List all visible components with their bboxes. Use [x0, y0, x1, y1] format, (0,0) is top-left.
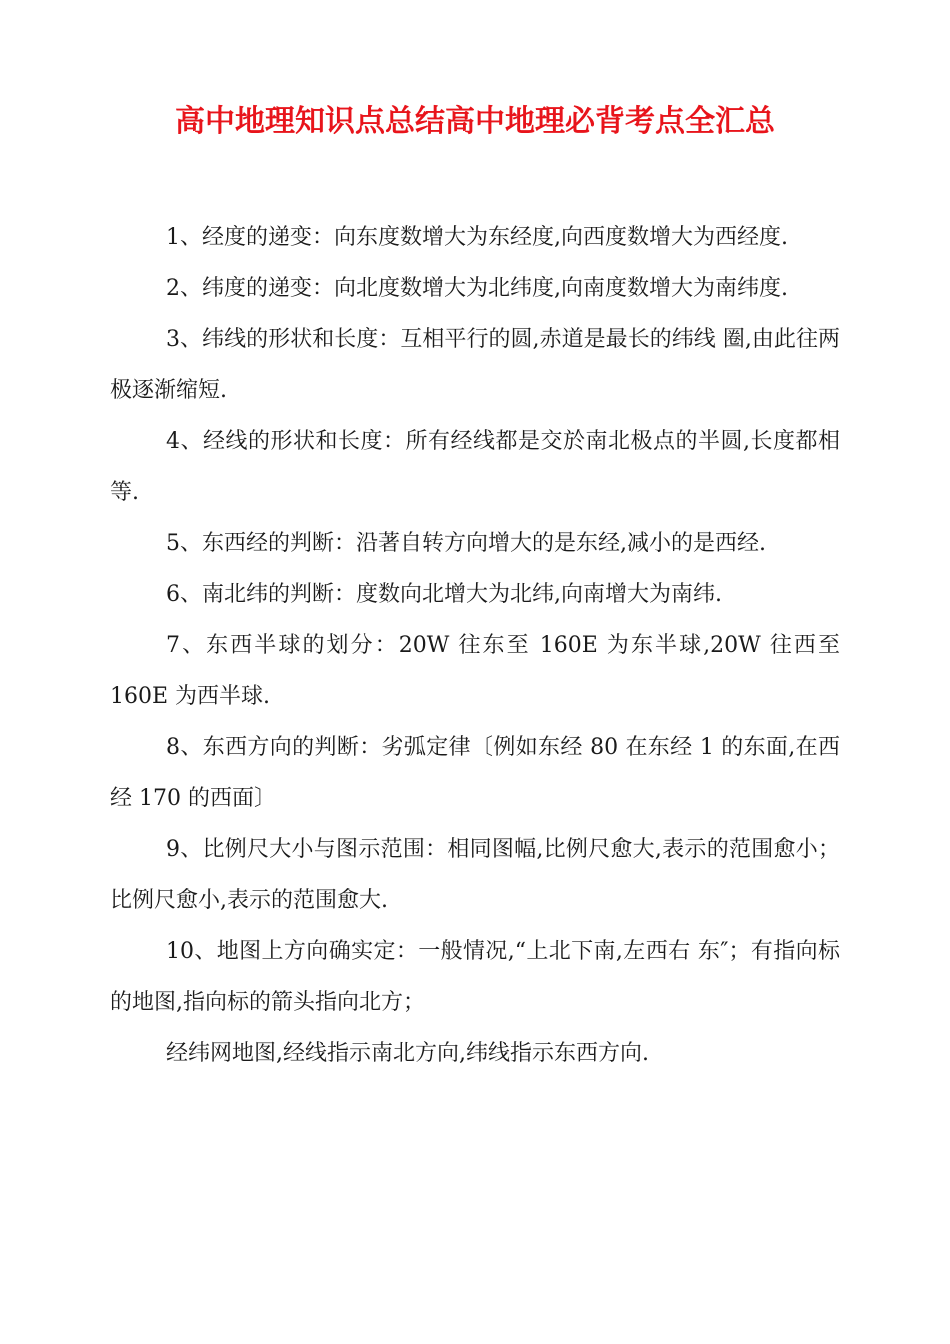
document-body — [110, 212, 840, 1079]
paragraph-3: 3、纬线的形状和长度：互相平行的圆,赤道是最长的纬线 圈,由此往两极逐渐缩短. — [110, 327, 840, 403]
paragraph-8: 8、东西方向的判断：劣弧定律〔例如东经 80 在东经 1 的东面,在西经 170 的西面〕 — [110, 735, 840, 811]
paragraph-4: 4、经线的形状和长度：所有经线都是交於南北极点的半圆,长度都相等. — [110, 429, 840, 505]
paragraph-1: 1、经度的递变：向东度数增大为东经度,向西度数增大为西经度. — [166, 225, 788, 250]
paragraph-11: 经纬网地图,经线指示南北方向,纬线指示东西方向. — [166, 1041, 649, 1066]
document-title: 高中地理知识点总结高中地理必背考点全汇总 — [175, 104, 775, 139]
paragraph-2: 2、纬度的递变：向北度数增大为北纬度,向南度数增大为南纬度. — [166, 276, 788, 301]
paragraph-10: 10、地图上方向确实定：一般情况,“上北下南,左西右 东″；有指向标的地图,指向标的箭头指向北方； — [110, 939, 840, 1015]
paragraph-7: 7、东西半球的划分：20W 往东至 160E 为东半球,20W 往西至 160E 为西半球. — [110, 633, 840, 709]
paragraph-5: 5、东西经的判断：沿著自转方向增大的是东经,减小的是西经. — [166, 531, 766, 556]
paragraph-9: 9、比例尺大小与图示范围：相同图幅,比例尺愈大,表示的范围愈小；比例尺愈小,表示的范围愈大. — [110, 837, 840, 913]
paragraph-6: 6、南北纬的判断：度数向北增大为北纬,向南增大为南纬. — [166, 582, 722, 607]
